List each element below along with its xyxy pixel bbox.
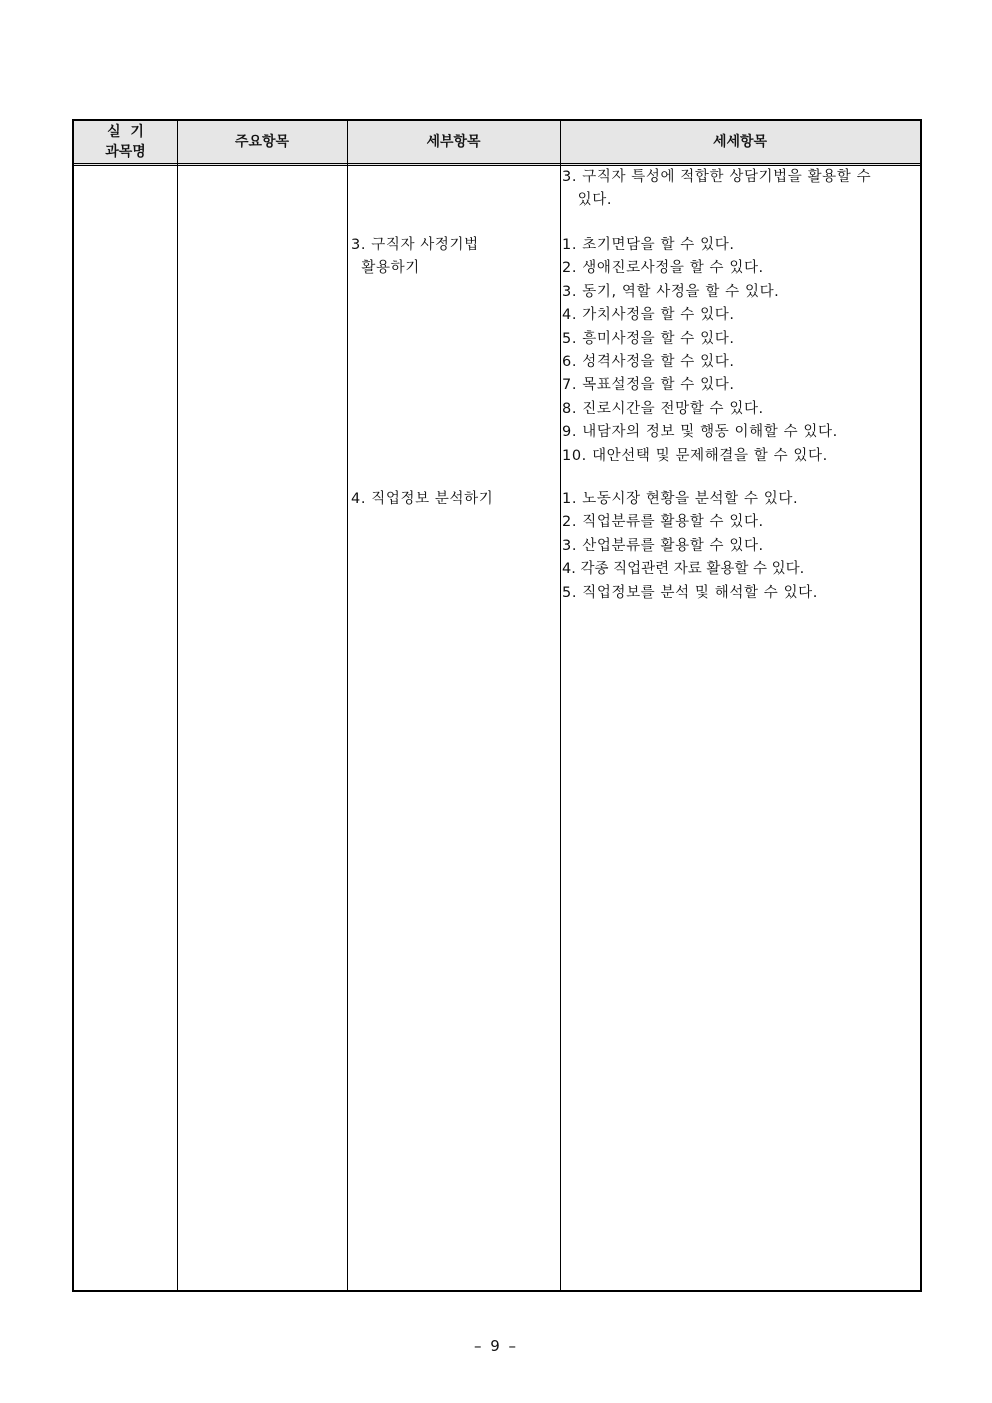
detail-line: 4. 각종 직업관련 자료 활용할 수 있다. — [562, 561, 805, 578]
detail-line: 3. 동기, 역할 사정을 할 수 있다. — [562, 283, 780, 300]
exam-criteria-table — [72, 119, 922, 1292]
detail-line: 2. 직업분류를 활용할 수 있다. — [562, 514, 764, 531]
detail-line: 있다. — [562, 192, 613, 209]
table-header-row — [74, 121, 920, 166]
detail-line: 3. 산업분류를 활용할 수 있다. — [562, 537, 764, 554]
detail-line: 5. 직업정보를 분석 및 해석할 수 있다. — [562, 584, 818, 601]
detail-line: 6. 성격사정을 할 수 있다. — [562, 354, 735, 370]
detail-line: 2. 생애진로사정을 할 수 있다. — [562, 260, 764, 277]
sub-item-line: 4. 직업정보 분석하기 — [351, 491, 494, 507]
header-main-item: 주요항목 — [234, 134, 290, 150]
header-subject-line1: 실 기 — [107, 124, 144, 140]
detail-line: 4. 가치사정을 할 수 있다. — [562, 307, 735, 324]
detail-line: 3. 구직자 특성에 적합한 상담기법을 활용할 수 — [562, 169, 872, 185]
detail-line: 1. 초기면담을 할 수 있다. — [562, 237, 735, 253]
detail-line: 1. 노동시장 현황을 분석할 수 있다. — [562, 491, 799, 507]
detail-line: 10. 대안선택 및 문제해결을 할 수 있다. — [562, 447, 828, 464]
page-number: – 9 – — [473, 1337, 519, 1355]
sub-item-line: 3. 구직자 사정기법 — [351, 237, 479, 253]
detail-line: 8. 진로시간을 전망할 수 있다. — [562, 400, 764, 417]
detail-line: 9. 내담자의 정보 및 행동 이해할 수 있다. — [562, 424, 838, 441]
detail-line: 5. 흥미사정을 할 수 있다. — [562, 330, 735, 347]
sub-item-line: 활용하기 — [351, 260, 420, 277]
header-subject-name — [74, 121, 177, 163]
header-detail-item: 세세항목 — [712, 134, 768, 150]
detail-line: 7. 목표설정을 할 수 있다. — [562, 377, 735, 394]
header-subject-line2: 과목명 — [105, 144, 146, 160]
table-body — [74, 166, 920, 1290]
header-sub-item: 세부항목 — [426, 134, 481, 150]
